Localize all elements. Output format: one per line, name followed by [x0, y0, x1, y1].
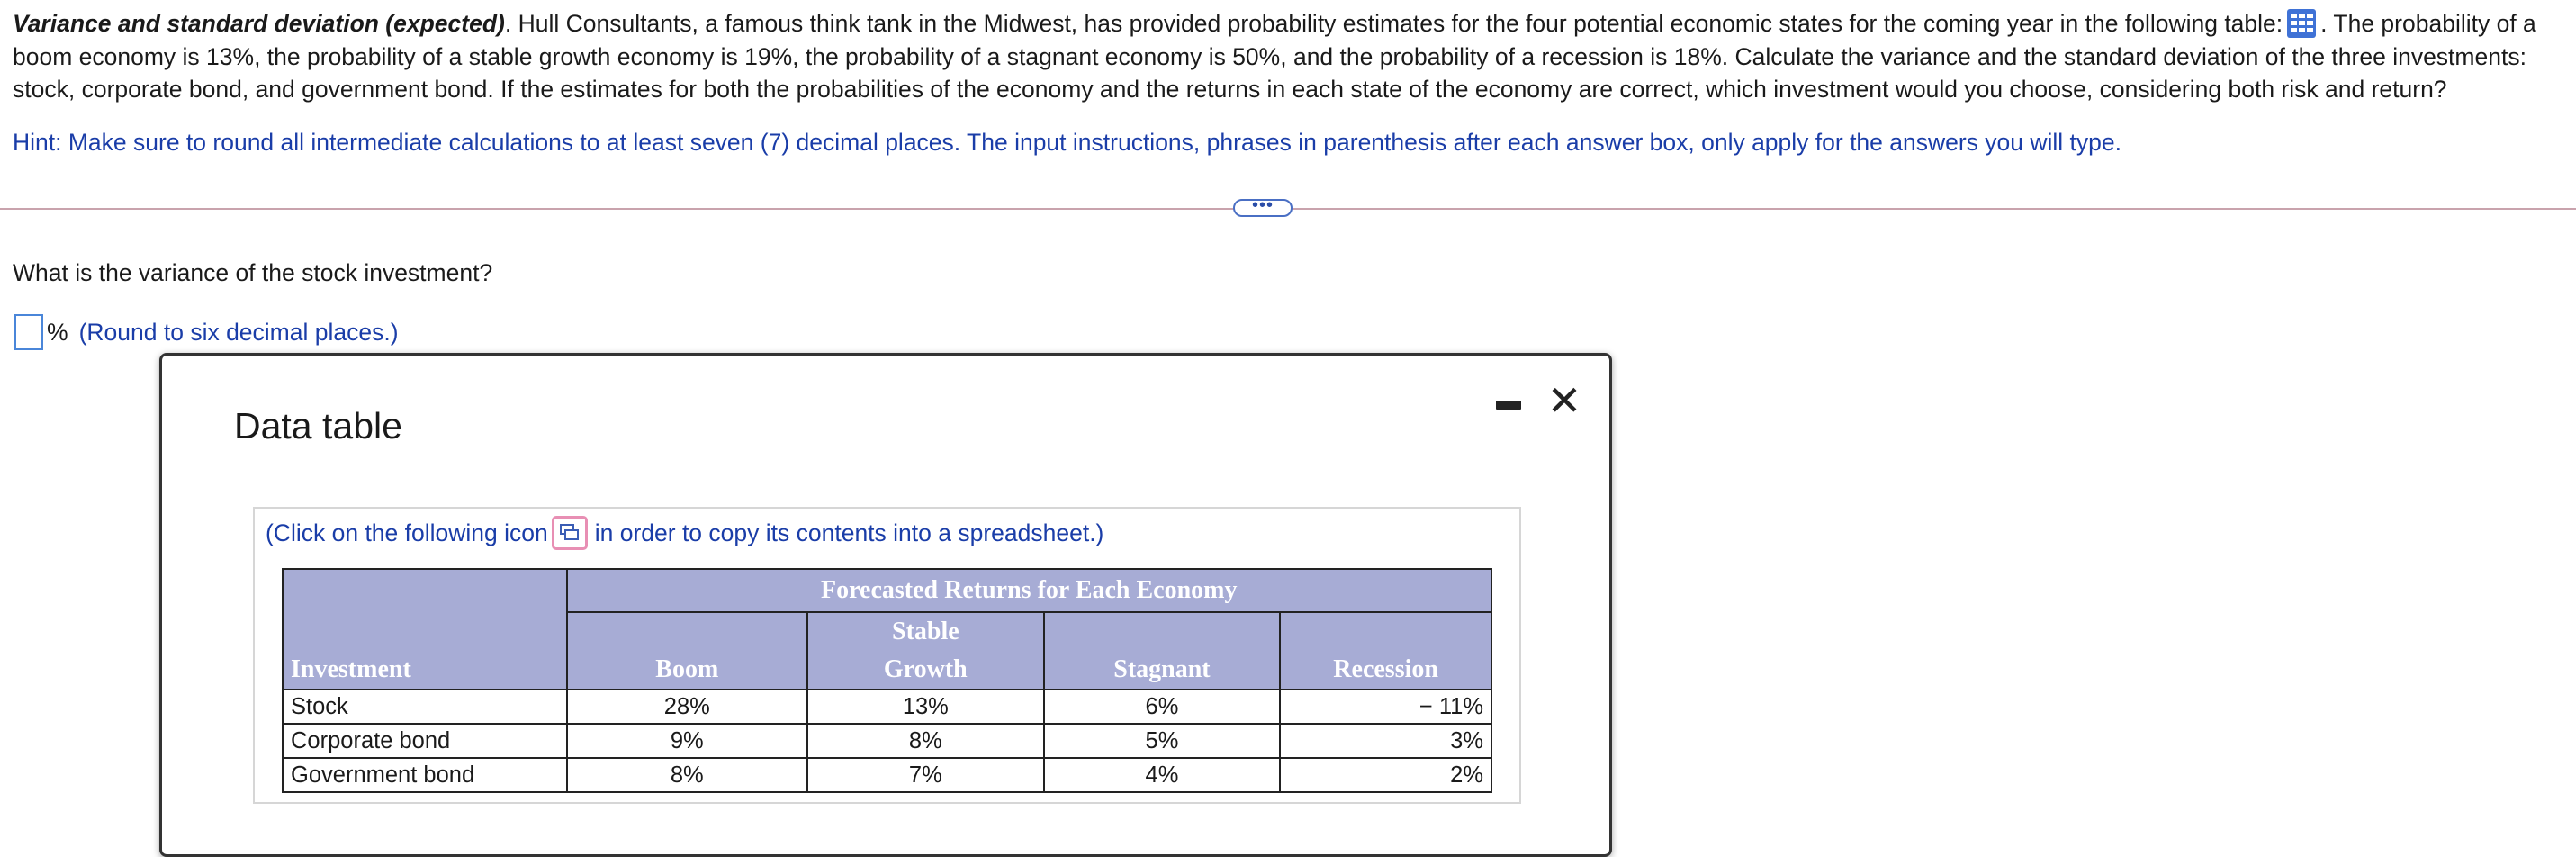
more-options-button[interactable]: •••	[1233, 199, 1293, 217]
dialog-title: Data table	[234, 405, 402, 447]
column-header-stagnant: Stagnant	[1044, 612, 1281, 690]
investment-header: Investment	[283, 569, 567, 690]
close-icon[interactable]: ✕	[1546, 377, 1582, 424]
cell-value: − 11%	[1280, 690, 1491, 724]
cell-value: 8%	[567, 758, 808, 792]
column-header-recession: Recession	[1280, 612, 1491, 690]
problem-text-before-icon: Hull Consultants, a famous think tank in the Midwest, has provided probability estimates for the four potential economic states for the coming year in the following table:	[511, 10, 2283, 37]
row-label: Stock	[283, 690, 567, 724]
row-label: Corporate bond	[283, 724, 567, 758]
cell-value: 8%	[807, 724, 1044, 758]
cell-value: 28%	[567, 690, 808, 724]
column-header-stable-growth-label: Stable Growth	[883, 618, 968, 683]
cell-value: 7%	[807, 758, 1044, 792]
row-label: Government bond	[283, 758, 567, 792]
cell-value: 2%	[1280, 758, 1491, 792]
column-header-stable-growth	[807, 612, 1044, 690]
copy-to-spreadsheet-icon[interactable]	[552, 516, 588, 550]
answer-row	[14, 313, 399, 351]
cell-value: 6%	[1044, 690, 1281, 724]
copy-instruction-after: in order to copy its contents into a spreadsheet.)	[594, 519, 1104, 546]
data-table-icon[interactable]	[2286, 8, 2317, 39]
question-text: What is the variance of the stock investment?	[13, 259, 493, 286]
table-container	[253, 507, 1521, 804]
hint-text: Hint: Make sure to round all intermediate calculations to at least seven (7) decimal places. The input instructions, phrases in parenthesis after each answer box, only apply for the answers you will type.	[13, 129, 2122, 156]
forecast-span-header: Forecasted Returns for Each Economy	[567, 569, 1491, 612]
problem-title-suffix: .	[504, 10, 512, 37]
column-header-boom: Boom	[567, 612, 808, 690]
problem-title: Variance and standard deviation (expected)	[13, 10, 505, 37]
answer-unit: %	[47, 318, 68, 346]
returns-table	[282, 568, 1492, 793]
table-row	[283, 758, 1491, 792]
problem-text-after-icon: . The probability of a boom economy is 13%, the probability of a stable growth economy is 19%, the probability of a stagnant economy is 50%, and the probability of a recession is 18%. Calculate the variance and the standard deviation of the three investments: stock, corporate bond, and government bond. If the estimates for both the probabilities of the economy and the returns in each state of the economy are correct, which investment would you choose, considering both risk and return?	[13, 10, 2536, 103]
cell-value: 4%	[1044, 758, 1281, 792]
copy-instruction	[266, 516, 1103, 550]
answer-instruction: (Round to six decimal places.)	[78, 318, 399, 346]
cell-value: 9%	[567, 724, 808, 758]
cell-value: 13%	[807, 690, 1044, 724]
table-row	[283, 724, 1491, 758]
cell-value: 3%	[1280, 724, 1491, 758]
problem-statement	[13, 7, 2560, 106]
data-table-dialog	[159, 353, 1612, 857]
cell-value: 5%	[1044, 724, 1281, 758]
copy-instruction-before: (Click on the following icon	[266, 519, 548, 546]
table-row	[283, 690, 1491, 724]
answer-input[interactable]	[14, 314, 43, 350]
minimize-icon[interactable]	[1496, 401, 1521, 410]
